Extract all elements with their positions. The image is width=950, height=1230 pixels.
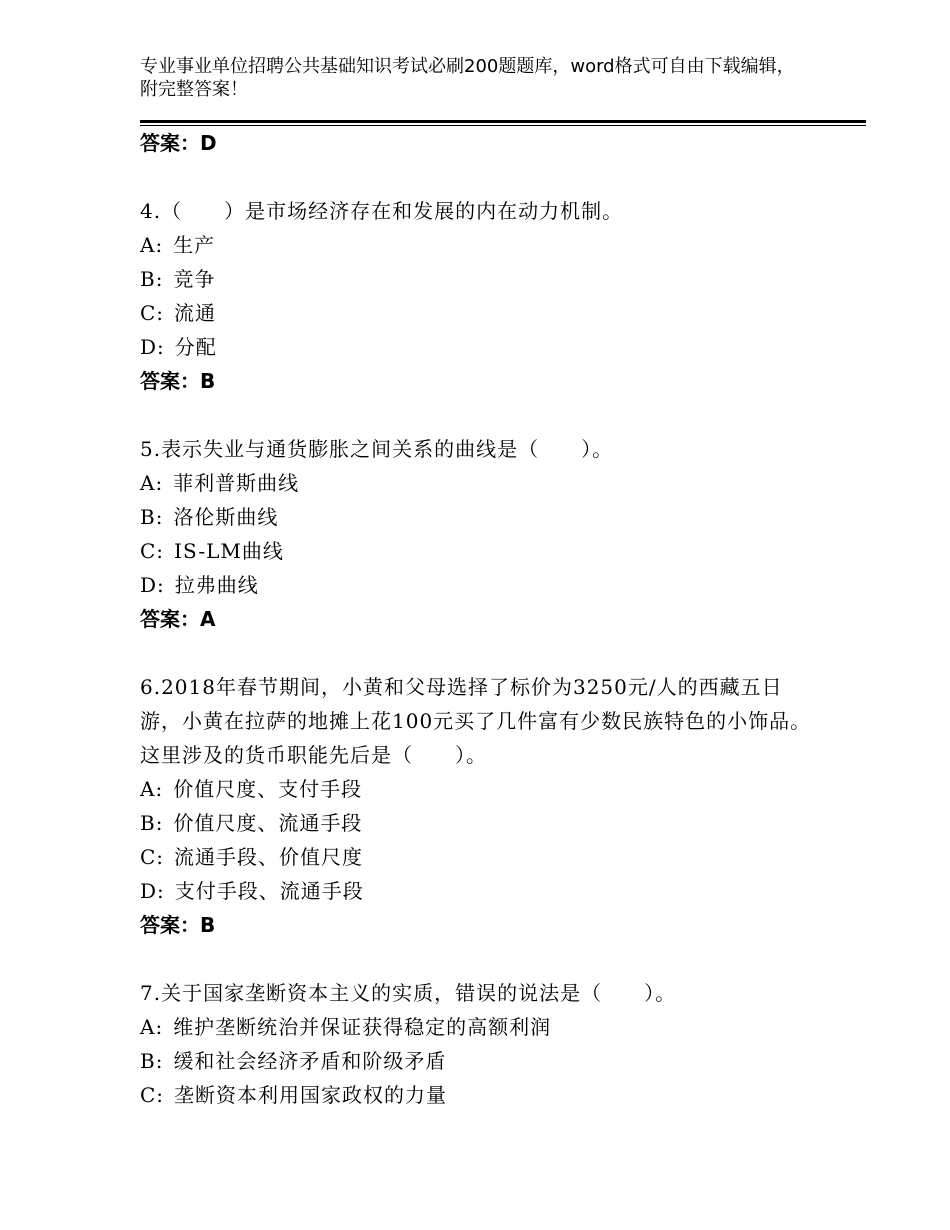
option-text: 维护垄断统治并保证获得稳定的高额利润: [173, 1015, 552, 1039]
option-letter: D:: [140, 879, 165, 903]
option-b: [140, 262, 820, 296]
question-stem: 6.2018年春节期间，小黄和父母选择了标价为3250元/人的西藏五日游，小黄在拉萨的地摊上花100元买了几件富有少数民族特色的小饰品。这里涉及的货币职能先后是（ ）。: [140, 675, 812, 767]
option-text: 价值尺度、支付手段: [173, 777, 363, 801]
option-letter: A:: [140, 1015, 164, 1039]
option-letter: D:: [140, 335, 165, 359]
option-text: 洛伦斯曲线: [173, 505, 279, 529]
question-block: [140, 194, 820, 398]
answer-line: 答案：D: [140, 131, 217, 155]
option-text: 缓和社会经济矛盾和阶级矛盾: [173, 1049, 447, 1073]
question-stem: 5.表示失业与通货膨胀之间关系的曲线是（ ）。: [140, 437, 614, 461]
option-letter: C:: [140, 539, 165, 563]
option-b: [140, 500, 820, 534]
question-stem: 4.（ ）是市场经济存在和发展的内在动力机制。: [140, 199, 624, 223]
question-block: [140, 432, 820, 636]
option-text: 菲利普斯曲线: [173, 471, 300, 495]
option-text: 拉弗曲线: [174, 573, 259, 597]
question-block: [140, 976, 820, 1112]
option-text: 流通: [174, 301, 217, 325]
option-a: [140, 228, 820, 262]
page-header: 专业事业单位招聘公共基础知识考试必刷200题题库，word格式可自由下载编辑，附完整答案！: [140, 56, 795, 100]
option-text: 支付手段、流通手段: [174, 879, 364, 903]
answer-line: 答案：B: [140, 369, 216, 393]
option-text: 生产: [173, 233, 216, 257]
option-b: [140, 1044, 820, 1078]
option-a: [140, 466, 820, 500]
option-letter: A:: [140, 233, 164, 257]
option-d: [140, 568, 820, 602]
question-stem: 7.关于国家垄断资本主义的实质，错误的说法是（ ）。: [140, 981, 677, 1005]
option-c: [140, 534, 820, 568]
option-a: [140, 1010, 820, 1044]
option-text: IS-LM曲线: [174, 539, 284, 563]
option-letter: A:: [140, 777, 164, 801]
option-letter: D:: [140, 573, 165, 597]
answer-line: 答案：B: [140, 913, 216, 937]
option-text: 垄断资本利用国家政权的力量: [174, 1083, 448, 1107]
option-letter: C:: [140, 1083, 165, 1107]
option-text: 竞争: [173, 267, 216, 291]
option-letter: B:: [140, 1049, 164, 1073]
option-c: [140, 296, 820, 330]
question-block: [140, 670, 820, 942]
option-letter: A:: [140, 471, 164, 495]
option-b: [140, 806, 820, 840]
answer-line: 答案：A: [140, 607, 216, 631]
document-body: [140, 126, 820, 1112]
option-d: [140, 874, 820, 908]
option-text: 流通手段、价值尺度: [174, 845, 364, 869]
option-c: [140, 1078, 820, 1112]
option-letter: B:: [140, 505, 164, 529]
option-letter: C:: [140, 845, 165, 869]
header-rule-thick: [140, 120, 866, 123]
option-text: 价值尺度、流通手段: [173, 811, 363, 835]
option-letter: B:: [140, 811, 164, 835]
option-letter: B:: [140, 267, 164, 291]
option-d: [140, 330, 820, 364]
option-c: [140, 840, 820, 874]
option-letter: C:: [140, 301, 165, 325]
option-a: [140, 772, 820, 806]
option-text: 分配: [174, 335, 217, 359]
